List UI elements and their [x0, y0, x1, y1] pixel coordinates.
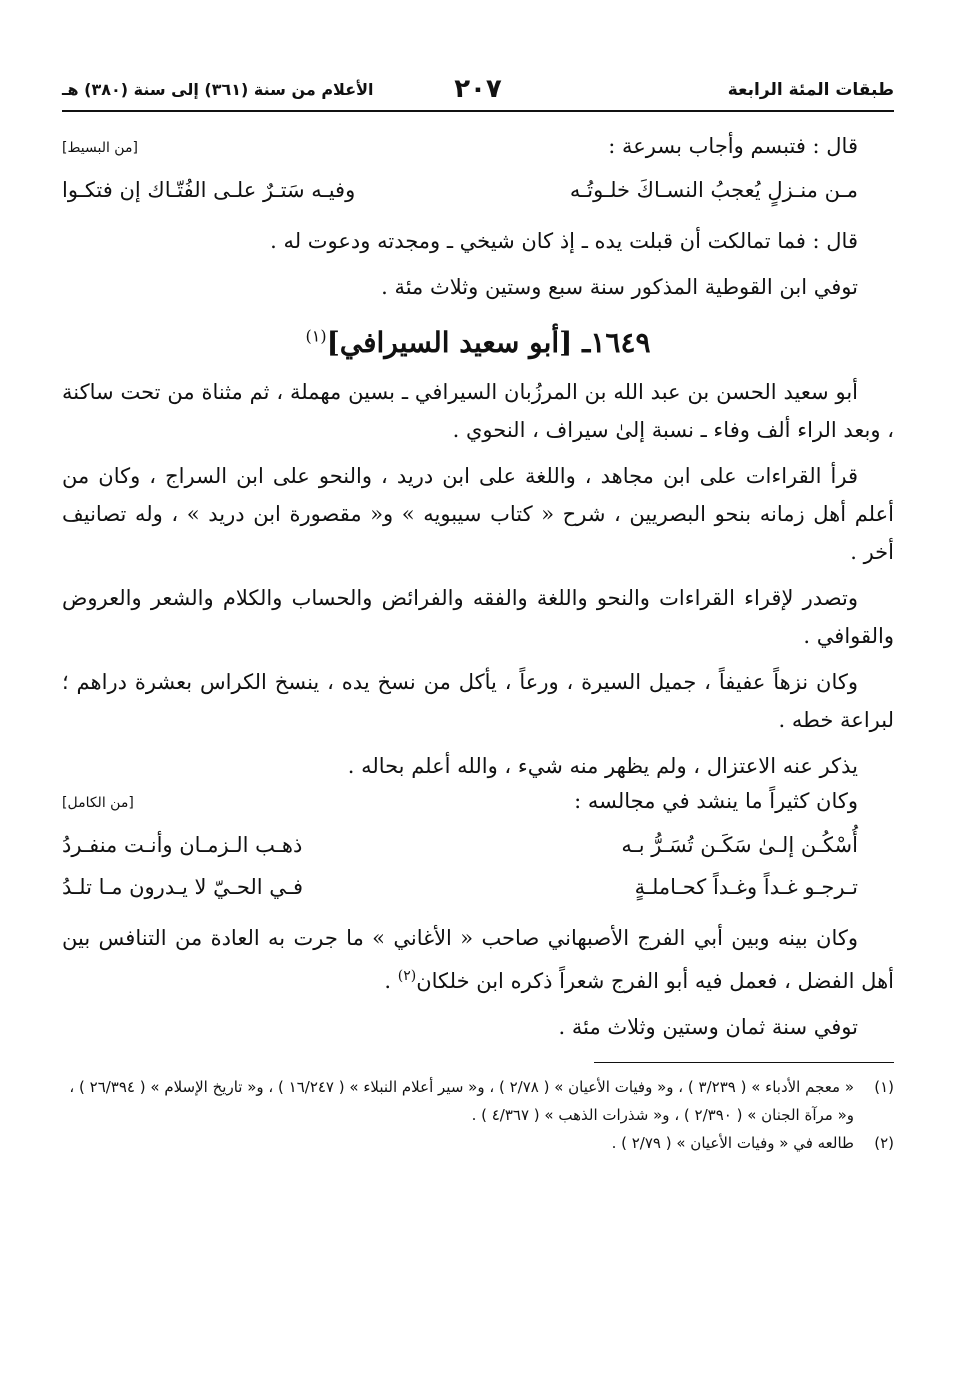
verse-line [62, 869, 894, 911]
book-page [62, 70, 894, 1157]
running-header [62, 70, 894, 112]
footnote-number: (٢) [874, 1134, 894, 1152]
paragraph-text: وكان بينه وبين أبي الفرج الأصبهاني صاحب « الأغاني » ما جرت به العادة من التنافس بين أهل الفضل ، فعمل فيه أبو الفرج شعراً ذكره ابن خلكان [62, 926, 894, 993]
quote-intro-row [62, 130, 894, 172]
entry-title [62, 326, 894, 359]
paragraph: قرأ القراءات على ابن مجاهد ، واللغة على ابن دريد ، والنحو على ابن السراج ، وكان من أعلم أهل زمانه بنحو البصريين ، شرح « كتاب سيبويه » و« مقصورة ابن دريد » ، وله تصانيف أخر . [62, 464, 894, 564]
paragraph [62, 919, 894, 1000]
header-section-title: طبقات المئة الرابعة [727, 80, 894, 100]
paragraph-end: . [384, 969, 398, 993]
entry-title-text: ١٦٤٩ـ [أبو سعيد السيرافي] [326, 326, 651, 359]
paragraph: وتصدر لإقراء القراءات والنحو واللغة والفقه والفرائض والحساب والكلام والشعر والعروض والقوافي . [62, 586, 894, 648]
verse-hemistich-second: ذهـب الـزمـان وأنـت منفـردُ [62, 833, 303, 857]
verse-hemistich-first: أُسْكُـن إلـىٰ سَكَـن تُسَـرُّ بـه [621, 833, 858, 857]
verse-hemistich-second: وفيـه سَتـرٌ علـى الفُتّـاك إن فتكـوا [62, 178, 356, 202]
meter-label: [من البسيط] [62, 140, 138, 156]
footnote [62, 1129, 894, 1157]
page-number: ٢٠٧ [454, 74, 502, 104]
verse-hemistich-first: تـرجـو غـداً وغـداً كحـاملـةٍ [634, 875, 858, 899]
footnote-text: طالعه في « وفيات الأعيان » ( ٢/٧٩ ) . [611, 1134, 854, 1152]
paragraph: أبو سعيد الحسن بن عبد الله بن المرزُبان السيرافي ـ بسين مهملة ، ثم مثناة من تحت ساكنة ، وبعد الراء ألف وفاء ـ نسبة إلىٰ سيراف ، النحوي . [62, 380, 894, 442]
meter-label: [من الكامل] [62, 795, 134, 811]
quote-intro-line: وكان كثيراً ما ينشد في مجالسه : [574, 789, 858, 813]
footnote-number: (١) [874, 1078, 894, 1096]
verse-hemistich-first: مـن منـزلٍ يُعجبُ النسـاكَ خلـوتُـه [569, 178, 858, 202]
footnote-marker: (١) [305, 326, 327, 346]
paragraph: يذكر عنه الاعتزال ، ولم يظهر منه شيء ، والله أعلم بحاله . [347, 754, 858, 778]
paragraph: توفي سنة ثمان وستين وثلاث مئة . [558, 1015, 858, 1039]
paragraph: قال : فما تمالكت أن قبلت يده ـ إذ كان شيخي ـ ومجدته ودعوت له . [270, 229, 858, 253]
footnote-separator [594, 1062, 894, 1063]
paragraph: وكان نزهاً عفيفاً ، جميل السيرة ، ورعاً ، يأكل من نسخ يده ، ينسخ الكراس بعشرة دراهم ؛ لبراعة خطه . [62, 670, 894, 732]
footnote-text: « معجم الأدباء » ( ٣/٢٣٩ ) ، و« وفيات الأعيان » ( ٢/٧٨ ) ، و« سير أعلام النبلاء » ( ١٦/٢٤٧ ) ، و« تاريخ الإسلام » ( ٢٦/٣٩٤ ) ، و« مرآة الجنان » ( ٢/٣٩٠ ) ، و« شذرات الذهب » ( ٤/٣٦٧ ) . [69, 1078, 854, 1124]
verse-line [62, 827, 894, 869]
quote-intro-row [62, 785, 894, 827]
paragraph: توفي ابن القوطية المذكور سنة سبع وستين وثلاث مئة . [381, 275, 858, 299]
footnote [62, 1073, 894, 1129]
verse-hemistich-second: فـي الحـيّ لا يـدرون مـا تلـدُ [62, 875, 303, 899]
quote-intro-line: قال : فتبسم وأجاب بسرعة : [608, 134, 858, 158]
header-year-range: الأعلام من سنة (٣٦١) إلى سنة (٣٨٠) هـ [62, 80, 374, 99]
verse-line [62, 172, 894, 214]
footnote-marker: (٢) [397, 968, 417, 984]
